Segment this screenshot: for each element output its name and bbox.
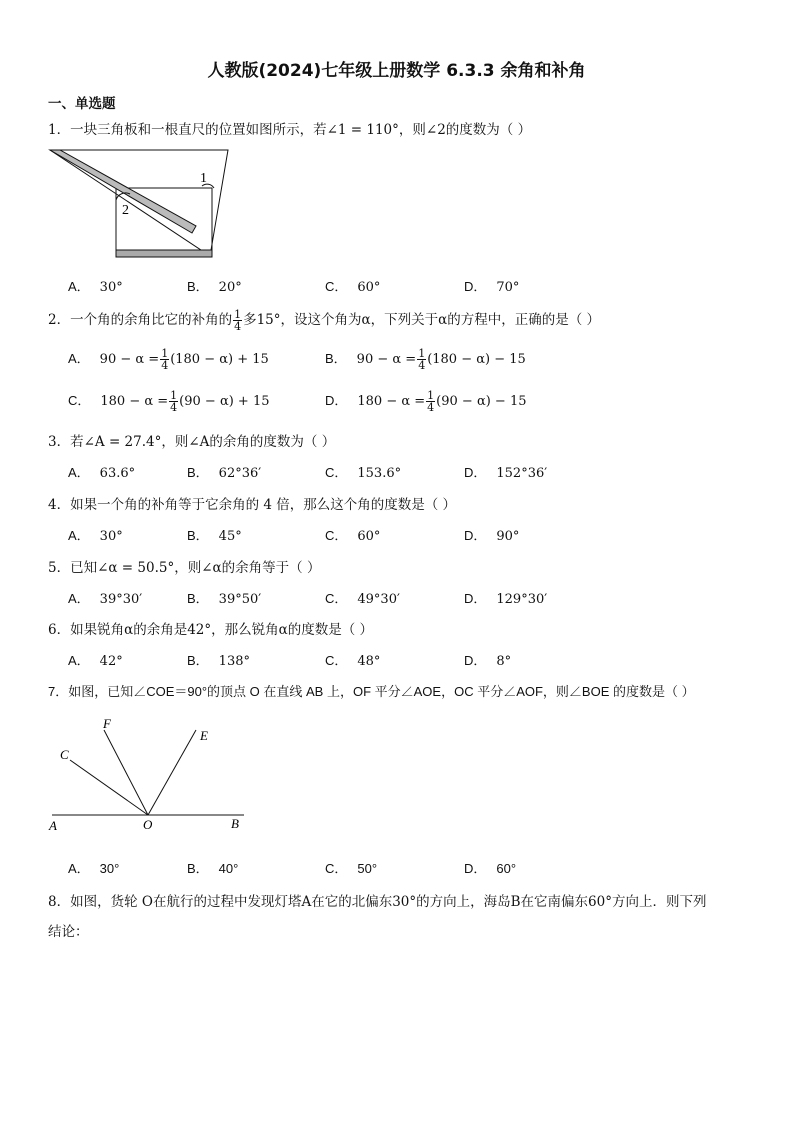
fraction-quarter: $\frac{1}{4}$ — [234, 308, 242, 333]
q6-option-c[interactable]: C． 48° — [325, 653, 381, 669]
q3-option-a[interactable]: A． 63.6° — [68, 465, 136, 481]
q1-option-c[interactable]: C． 60° — [325, 279, 381, 295]
ray-oc — [70, 760, 148, 815]
question-1-figure — [48, 148, 233, 263]
q2-option-c[interactable]: C． 180 − α = $\frac{1}{4}$ (90 − α) + 15 — [68, 389, 270, 414]
angle-1-label: 1 — [200, 171, 207, 186]
q2-option-b[interactable]: B． 90 − α = $\frac{1}{4}$ (180 − α) − 15 — [325, 347, 526, 372]
q3-option-b[interactable]: B． 62°36′ — [187, 465, 262, 481]
q5-option-d[interactable]: D． 129°30′ — [464, 591, 548, 607]
q1-option-b[interactable]: B． 20° — [187, 279, 242, 295]
q7-option-d[interactable]: D． 60° — [464, 861, 517, 876]
label-b: B — [231, 816, 239, 831]
question-1-text: 1．一块三角板和一根直尺的位置如图所示，若∠1 = 110°，则∠2的度数为（ ） — [48, 122, 532, 138]
page-title: 人教版(2024)七年级上册数学 6.3.3 余角和补角 — [207, 61, 586, 81]
q3-option-d[interactable]: D． 152°36′ — [464, 465, 548, 481]
section-heading: 一、单选题 — [48, 96, 116, 112]
ray-oe — [148, 730, 196, 815]
q5-option-a[interactable]: A． 39°30′ — [68, 591, 143, 607]
question-5-text: 5．已知∠α = 50.5°，则∠α的余角等于（ ） — [48, 560, 321, 576]
q2-option-a[interactable]: A． 90 − α = $\frac{1}{4}$ (180 − α) + 15 — [68, 347, 269, 372]
straight-ruler — [50, 150, 196, 233]
question-7-text: 7．如图，已知∠COE＝90°的顶点 O 在直线 AB 上，OF 平分∠AOE，OC 平分∠AOF，则∠BOE 的度数是（ ） — [48, 684, 695, 699]
label-a: A — [49, 818, 57, 833]
label-c: C — [60, 747, 69, 762]
q6-option-d[interactable]: D． 8° — [464, 653, 512, 669]
label-e: E — [200, 728, 208, 743]
q4-option-b[interactable]: B． 45° — [187, 528, 242, 544]
q7-option-a[interactable]: A． 30° — [68, 861, 120, 876]
q7-option-b[interactable]: B． 40° — [187, 861, 239, 876]
question-8-line-1: 8．如图，货轮 O在航行的过程中发现灯塔A在它的北偏东30°的方向上，海岛B在它南偏东60°方向上．则下列 — [48, 894, 707, 910]
q3-option-c[interactable]: C． 153.6° — [325, 465, 402, 481]
q7-option-c[interactable]: C． 50° — [325, 861, 378, 876]
q2-option-d[interactable]: D． 180 − α = $\frac{1}{4}$ (90 − α) − 15 — [325, 389, 527, 414]
label-f: F — [103, 716, 111, 731]
q4-option-c[interactable]: C． 60° — [325, 528, 381, 544]
q5-option-b[interactable]: B． 39°50′ — [187, 591, 262, 607]
ray-of — [104, 730, 148, 815]
question-7-figure — [46, 712, 251, 837]
q1-option-d[interactable]: D． 70° — [464, 279, 520, 295]
q1-option-a[interactable]: A． 30° — [68, 279, 123, 295]
angle-2-label: 2 — [122, 203, 129, 218]
question-3-text: 3．若∠A = 27.4°，则∠A的余角的度数为（ ） — [48, 434, 336, 450]
q6-option-b[interactable]: B． 138° — [187, 653, 250, 669]
q4-option-d[interactable]: D． 90° — [464, 528, 520, 544]
q4-option-a[interactable]: A． 30° — [68, 528, 123, 544]
label-o: O — [143, 817, 153, 832]
question-6-text: 6．如果锐角α的余角是42°，那么锐角α的度数是（ ） — [48, 622, 374, 638]
q5-option-c[interactable]: C． 49°30′ — [325, 591, 400, 607]
question-4-text: 4．如果一个角的补角等于它余角的 4 倍，那么这个角的度数是（ ） — [48, 497, 457, 513]
ruler-base — [116, 250, 212, 257]
q6-option-a[interactable]: A． 42° — [68, 653, 123, 669]
question-2-text: 2．一个角的余角比它的补角的 $\frac{1}{4}$ 多15°，设这个角为α，下列关于α的方程中，正确的是（ ） — [48, 308, 601, 333]
question-8-line-2: 结论： — [48, 924, 89, 940]
